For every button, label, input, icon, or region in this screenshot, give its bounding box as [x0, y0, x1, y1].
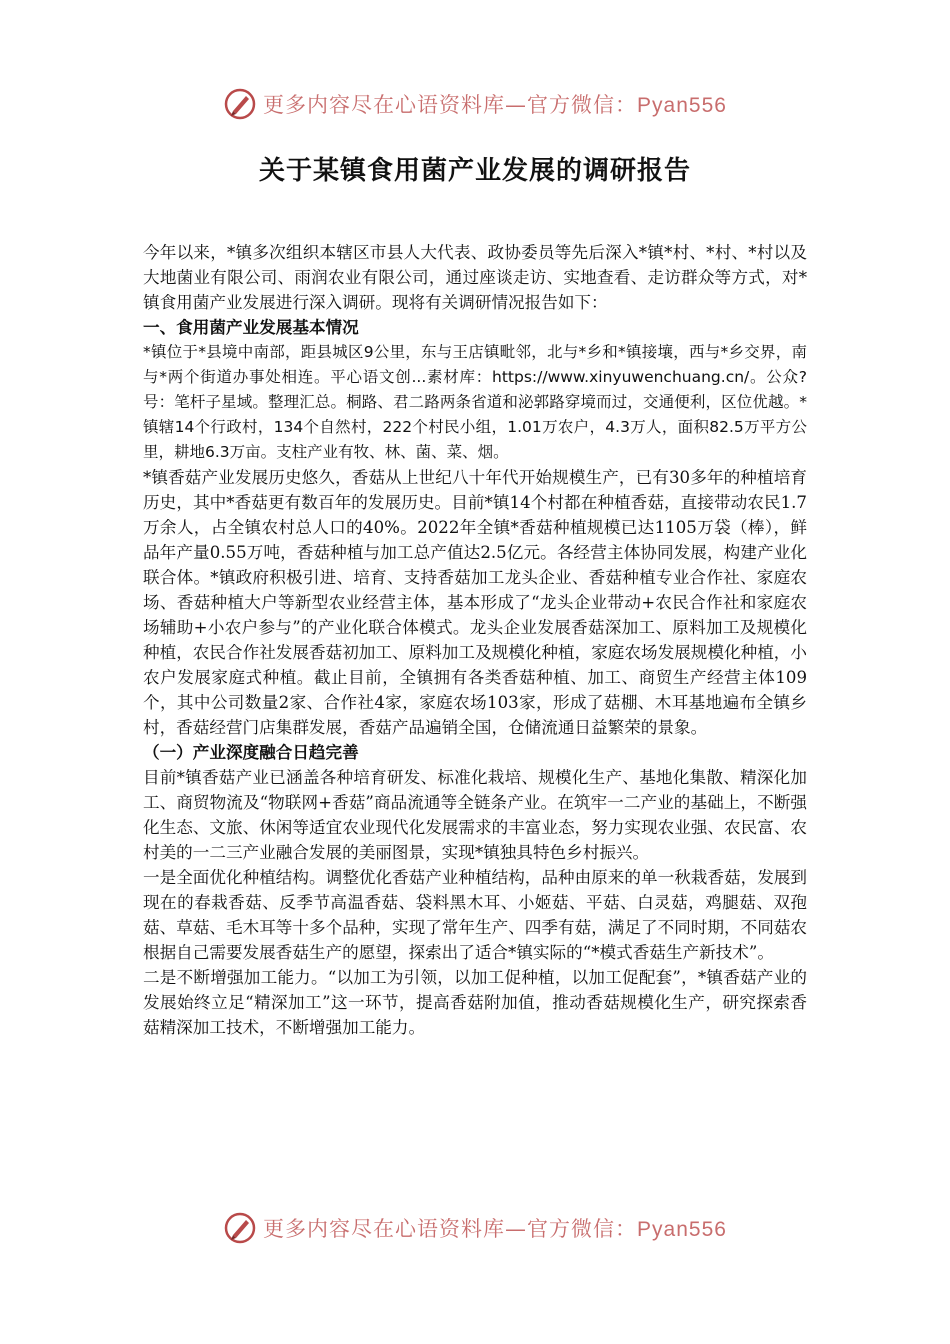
planting-structure-paragraph: 一是全面优化种植结构。调整优化香菇产业种植结构，品种由原来的单一秋栽香菇，发展到现在的春栽香菇、反季节高温香菇、袋料黑木耳、小姬菇、平菇、白灵菇，鸡腿菇、双孢菇、草菇、毛木耳等十多个品种，实现了常年生产、四季有菇，满足了不同时期，不同菇农根据自己需要发展香菇生产的愿望，探索出了适合*镇实际的“*模式香菇生产新技术”。	[143, 868, 807, 962]
history-paragraph: *镇香菇产业发展历史悠久，香菇从上世纪八十年代开始规模生产，已有30多年的种植培育历史，其中*香菇更有数百年的发展历史。目前*镇14个村都在种植香菇，直接带动农民1.7万余人，占全镇农村总人口的40%。2022年全镇*香菇种植规模已达1105万袋（棒），鲜品年产量0.55万吨，香菇种植与加工总产值达2.5亿元。各经营主体协同发展，构建产业化联合体。*镇政府积极引进、培育、支持香菇加工龙头企业、香菇种植专业合作社、家庭农场、香菇种植大户等新型农业经营主体，基本形成了“龙头企业带动+农民合作社和家庭农场辅助+小农户参与”的产业化联合体模式。龙头企业发展香菇深加工、原料加工及规模化种植，农民合作社发展香菇初加工、原料加工及规模化种植，家庭农场发展规模化种植，小农户发展家庭式种植。截止目前，全镇拥有各类香菇种植、加工、商贸生产经营主体109个，其中公司数量2家、合作社4家，家庭农场103家，形成了菇棚、木耳基地遍布全镇乡村，香菇经营门店集群发展，香菇产品遍销全国，仓储流通日益繁荣的景象。	[143, 468, 807, 737]
intro-paragraph: 今年以来，*镇多次组织本辖区市县人大代表、政协委员等先后深入*镇*村、*村、*村以及大地菌业有限公司、雨润农业有限公司，通过座谈走访、实地查看、走访群众等方式，对*镇食用菌产业发展进行深入调研。现将有关调研情况报告如下：	[143, 243, 807, 312]
wechat-id: Pyan556	[637, 94, 727, 117]
banner-text: 更多内容尽在心语资料库—官方微信：Pyan556	[263, 93, 727, 117]
document-body	[143, 240, 807, 1040]
footer-banner	[0, 1208, 950, 1248]
processing-capacity-paragraph: 二是不断增强加工能力。“以加工为引领，以加工促种植，以加工促配套”，*镇香菇产业的发展始终立足“精深加工”这一环节，提高香菇附加值，推动香菇规模化生产，研究探索香菇精深加工技术，不断增强加工能力。	[143, 968, 807, 1037]
document-title: 关于某镇食用菌产业发展的调研报告	[258, 156, 691, 186]
wechat-id: Pyan556	[637, 1218, 727, 1241]
section-heading: 一、食用菌产业发展基本情况	[143, 318, 359, 337]
location-paragraph: *镇位于*县境中南部，距县城区9公里，东与王店镇毗邻，北与*乡和*镇接壤，西与*乡交界，南与*两个街道办事处相连。平心语文创...素材库：https://www.xinyuwenchuang.cn/。公众?号：笔杆子星域。整理汇总。桐路、君二路两条省道和泌郭路穿境而过，交通便利，区位优越。*镇辖14个行政村，134个自然村，222个村民小组，1.01万农户，4.3万人，面积82.5万平方公里，耕地6.3万亩。支柱产业有牧、林、菌、菜、烟。	[143, 343, 807, 461]
pen-circle-logo-icon	[223, 1211, 257, 1245]
subsection-heading: （一）产业深度融合日趋完善	[143, 743, 359, 762]
banner-text: 更多内容尽在心语资料库—官方微信：Pyan556	[263, 1217, 727, 1241]
industry-chain-paragraph: 目前*镇香菇产业已涵盖各种培育研发、标准化栽培、规模化生产、基地化集散、精深化加工、商贸物流及“物联网+香菇”商品流通等全链条产业。在筑牢一二产业的基础上，不断强化生态、文旅、休闲等适宜农业现代化发展需求的丰富业态，努力实现农业强、农民富、农村美的一二三产业融合发展的美丽图景，实现*镇独具特色乡村振兴。	[143, 768, 807, 862]
header-banner	[0, 84, 950, 124]
pen-circle-logo-icon	[223, 87, 257, 121]
